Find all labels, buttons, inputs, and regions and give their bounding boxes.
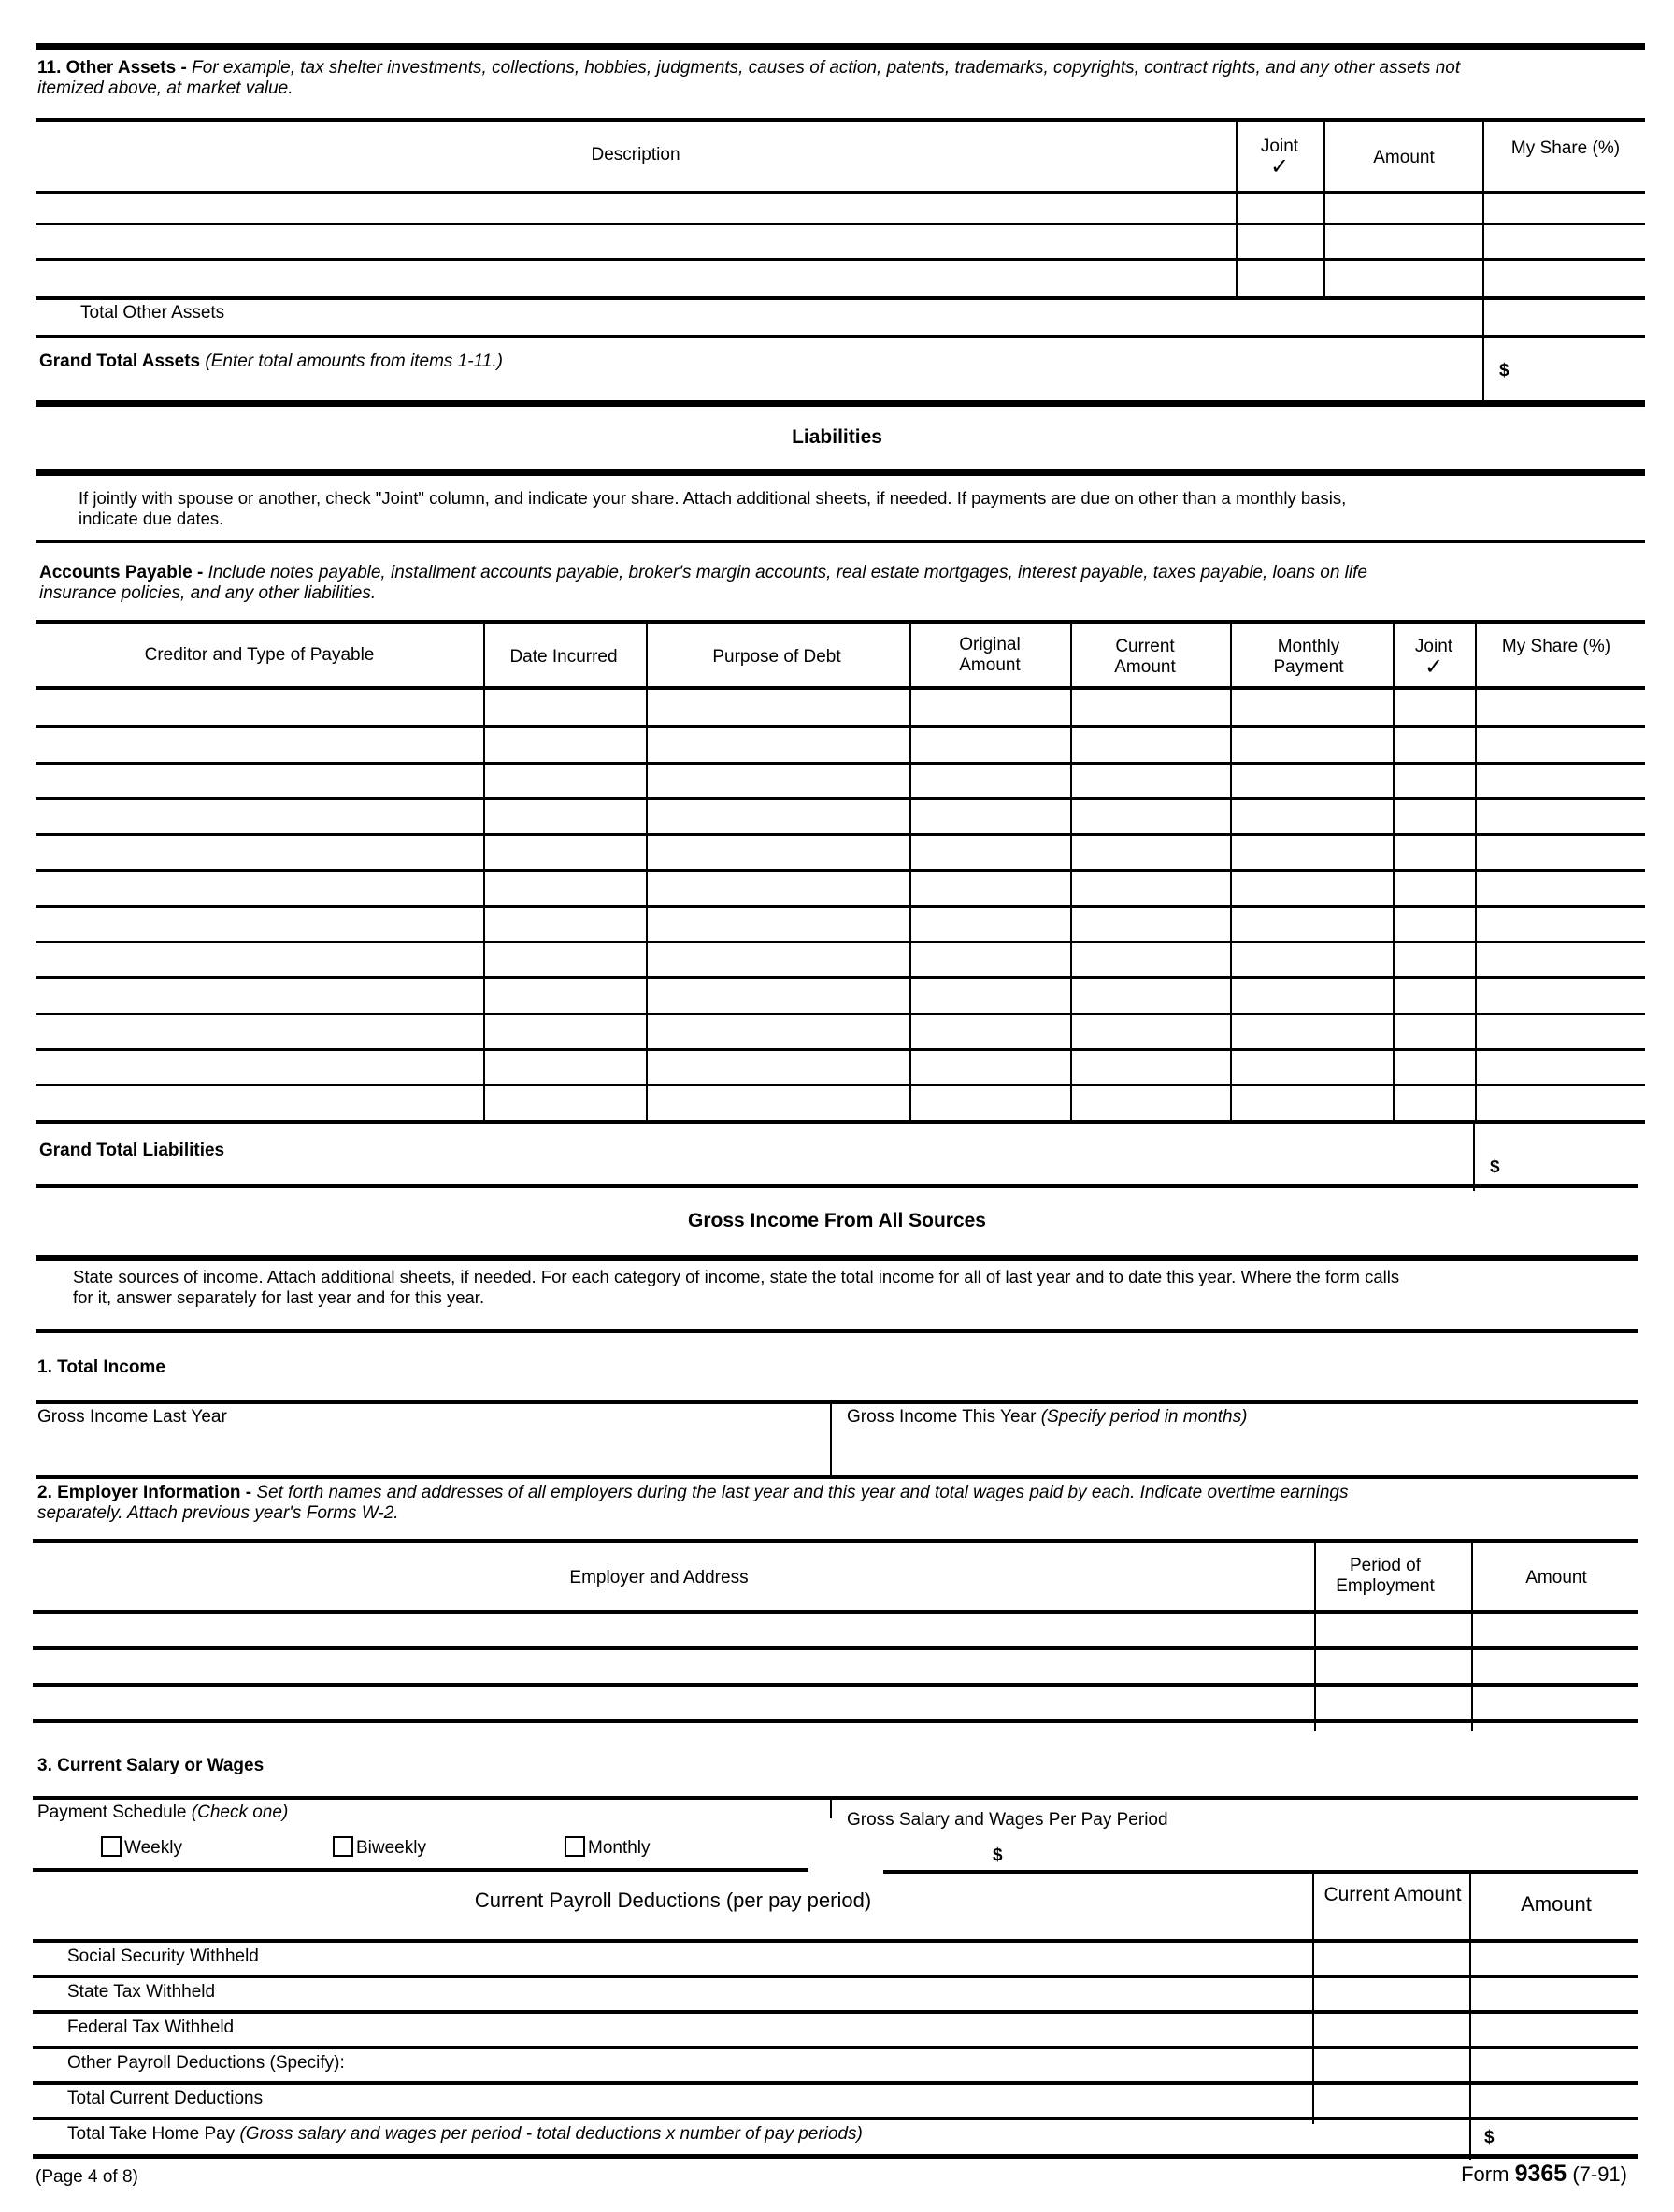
col-header-amount: Amount	[1521, 1892, 1592, 1916]
joint-label: Joint	[1414, 637, 1453, 656]
divider	[36, 400, 1645, 407]
col-header-employer-address: Employer and Address	[569, 1568, 749, 1587]
payment-schedule-note: (Check one)	[191, 1803, 289, 1822]
deduction-amount-field[interactable]	[1473, 2049, 1638, 2081]
liabilities-intro: If jointly with spouse or another, check "Joint" column, and indicate your share. Attach additional sheets, if needed. If payments are due on other than a monthly basis, indicate due dates.	[79, 488, 1347, 528]
employer-row[interactable]	[37, 1687, 1312, 1719]
divider	[36, 469, 1645, 476]
divider	[36, 1475, 1638, 1479]
col-header-period-employment: Period of Employment	[1336, 1556, 1435, 1596]
deductions-header: Current Payroll Deductions (per pay period)	[474, 1889, 872, 1912]
take-home-title: Total Take Home Pay	[67, 2124, 236, 2144]
liability-row[interactable]	[37, 725, 1638, 758]
deduction-current-field[interactable]	[1316, 2014, 1467, 2046]
divider	[1236, 120, 1238, 297]
liability-row[interactable]	[37, 941, 1638, 973]
option-weekly[interactable]	[101, 1836, 182, 1859]
divider	[36, 620, 1645, 624]
deduction-label: Federal Tax Withheld	[67, 2018, 235, 2037]
col-header-monthly-payment: Monthly Payment	[1273, 637, 1344, 677]
gross-salary-currency: $	[993, 1846, 1003, 1865]
col-header-my-share: My Share (%)	[1510, 138, 1621, 158]
divider	[1482, 120, 1484, 402]
current-salary-heading: 3. Current Salary or Wages	[37, 1756, 265, 1775]
accounts-payable-title: Accounts Payable -	[39, 563, 208, 582]
employer-row[interactable]	[37, 1614, 1312, 1646]
divider	[36, 1255, 1638, 1261]
col-header-creditor: Creditor and Type of Payable	[144, 645, 375, 665]
deduction-label: Total Current Deductions	[67, 2089, 264, 2108]
divider	[1230, 622, 1232, 1120]
biweekly-checkbox[interactable]	[333, 1836, 353, 1857]
gross-income-this-year-title: Gross Income This Year	[847, 1407, 1037, 1427]
deduction-amount-field[interactable]	[1473, 1943, 1638, 1975]
divider	[33, 2154, 1638, 2159]
col-header-amount: Amount	[1373, 148, 1435, 167]
liability-row[interactable]	[37, 1084, 1638, 1116]
gross-income-last-year-label: Gross Income Last Year	[37, 1407, 227, 1427]
col-header-joint	[1236, 136, 1323, 178]
other-asset-row[interactable]	[37, 225, 1234, 258]
form-id	[1461, 2163, 1627, 2185]
monthly-label: Monthly	[588, 1838, 651, 1858]
check-icon: ✓	[1269, 154, 1290, 180]
divider	[1312, 1872, 1314, 2124]
divider	[883, 1870, 1638, 1874]
payment-schedule-title: Payment Schedule	[37, 1803, 187, 1822]
divider	[1473, 1120, 1475, 1191]
gross-income-this-year-label	[847, 1407, 1247, 1428]
gross-income-last-year-field[interactable]	[37, 1430, 828, 1475]
liability-row[interactable]	[37, 1048, 1638, 1081]
gross-income-title: Gross Income From All Sources	[688, 1210, 986, 1231]
col-header-current-amount: Current Amount	[1114, 637, 1176, 677]
other-assets-heading-desc: For example, tax shelter investments, collections, hobbies, judgments, causes of action, patents, trademarks, copyrights, contract rights, and any other assets not itemized above, at market value.	[37, 58, 1461, 98]
divider	[483, 622, 485, 1120]
check-icon: ✓	[1424, 654, 1444, 680]
col-header-date-incurred: Date Incurred	[509, 647, 618, 667]
deduction-label: Other Payroll Deductions (Specify):	[67, 2053, 345, 2073]
total-income-heading: 1. Total Income	[37, 1357, 165, 1377]
divider	[1393, 622, 1395, 1120]
divider	[36, 296, 1645, 300]
monthly-checkbox[interactable]	[565, 1836, 585, 1857]
divider	[1314, 1541, 1316, 1731]
deduction-amount-field[interactable]	[1473, 2014, 1638, 2046]
employer-info-desc: Set forth names and addresses of all employers during the last year and this year and total wages paid by each. Indicate overtime earnings separately. Attach previous year's Forms W-2.	[37, 1483, 1349, 1523]
divider	[1475, 622, 1477, 1120]
col-header-my-share: My Share (%)	[1501, 637, 1611, 656]
divider	[36, 1120, 1645, 1124]
grand-total-assets-note: (Enter total amounts from items 1-11.)	[205, 352, 503, 371]
liability-row[interactable]	[37, 762, 1638, 795]
deduction-label: State Tax Withheld	[67, 1982, 216, 2002]
divider	[36, 118, 1645, 122]
accounts-payable-desc: Include notes payable, installment accounts payable, broker's margin accounts, real estate mortgages, interest payable, taxes payable, loans on life insurance policies, and any other liabilities.	[39, 563, 1367, 603]
joint-label: Joint	[1260, 136, 1299, 156]
divider	[33, 1868, 808, 1872]
total-other-assets-field[interactable]	[1486, 300, 1645, 336]
gross-income-this-year-field[interactable]	[834, 1430, 1638, 1475]
col-header-amount: Amount	[1525, 1568, 1587, 1587]
liability-row[interactable]	[37, 905, 1638, 938]
divider	[36, 335, 1645, 338]
page-number: (Page 4 of 8)	[36, 2167, 138, 2187]
divider	[646, 622, 648, 1120]
employer-info-title: 2. Employer Information -	[37, 1483, 257, 1502]
take-home-field[interactable]	[1501, 2124, 1638, 2156]
form-revision: (7-91)	[1572, 2162, 1627, 2186]
gross-salary-field[interactable]	[1009, 1834, 1638, 1866]
divider	[36, 1329, 1638, 1333]
gross-income-this-year-note: (Specify period in months)	[1040, 1407, 1248, 1427]
divider	[36, 1184, 1638, 1188]
divider	[1323, 120, 1325, 297]
other-assets-heading	[37, 58, 1495, 99]
divider	[1471, 1541, 1473, 1731]
employer-info-heading	[37, 1483, 1421, 1524]
deduction-current-field[interactable]	[1316, 2049, 1467, 2081]
grand-total-assets-label	[39, 352, 503, 372]
option-biweekly[interactable]	[333, 1836, 426, 1859]
grand-total-assets-title: Grand Total Assets	[39, 352, 201, 371]
employer-row[interactable]	[37, 1650, 1312, 1683]
liability-row[interactable]	[37, 690, 1638, 723]
liability-row[interactable]	[37, 797, 1638, 830]
divider	[33, 1539, 1638, 1543]
divider	[36, 1400, 1638, 1404]
divider	[36, 540, 1645, 543]
col-header-current-amount: Current Amount	[1323, 1884, 1462, 1905]
deduction-current-field[interactable]	[1316, 2085, 1467, 2117]
divider	[830, 1402, 832, 1477]
take-home-currency: $	[1484, 2128, 1495, 2147]
take-home-note: (Gross salary and wages per period - total deductions x number of pay periods)	[239, 2124, 863, 2144]
divider	[830, 1796, 832, 1818]
liability-row[interactable]	[37, 1013, 1638, 1045]
grand-total-assets-field[interactable]	[1514, 340, 1645, 396]
divider	[33, 1796, 1638, 1800]
liabilities-title: Liabilities	[792, 426, 882, 448]
biweekly-label: Biweekly	[356, 1838, 426, 1858]
divider	[909, 622, 911, 1120]
grand-total-assets-currency: $	[1499, 361, 1509, 381]
gross-income-intro: State sources of income. Attach additional sheets, if needed. For each category of income, state the total income for all of last year and to date this year. Where the form calls for it, answer separately for last year and for this year.	[73, 1267, 1400, 1307]
deduction-current-field[interactable]	[1316, 1978, 1467, 2010]
weekly-checkbox[interactable]	[101, 1836, 122, 1857]
divider	[33, 2117, 1638, 2120]
accounts-payable-heading	[39, 563, 1423, 604]
weekly-label: Weekly	[124, 1838, 182, 1858]
other-asset-row[interactable]	[37, 194, 1234, 223]
deduction-current-field[interactable]	[1316, 1943, 1467, 1975]
divider	[1070, 622, 1072, 1120]
liability-row[interactable]	[37, 869, 1638, 902]
col-header-joint	[1393, 637, 1475, 678]
other-assets-heading-title: 11. Other Assets -	[37, 58, 193, 78]
take-home-label	[67, 2124, 863, 2145]
total-other-assets-label: Total Other Assets	[80, 303, 225, 323]
col-header-purpose: Purpose of Debt	[712, 647, 841, 667]
deduction-label: Social Security Withheld	[67, 1946, 259, 1966]
deduction-amount-field[interactable]	[1473, 1978, 1638, 2010]
form-prefix: Form	[1461, 2162, 1509, 2186]
other-asset-row[interactable]	[37, 261, 1234, 296]
col-header-original-amount: Original Amount	[959, 635, 1021, 675]
payment-schedule-label	[37, 1803, 288, 1823]
grand-total-liabilities-field[interactable]	[1507, 1124, 1638, 1187]
liability-row[interactable]	[37, 833, 1638, 866]
deduction-amount-field[interactable]	[1473, 2085, 1638, 2117]
divider	[33, 1719, 1638, 1723]
top-rule	[36, 43, 1645, 50]
gross-salary-label: Gross Salary and Wages Per Pay Period	[847, 1810, 1168, 1830]
grand-total-liabilities-currency: $	[1490, 1157, 1500, 1177]
form-number: 9365	[1514, 2161, 1567, 2187]
liability-row[interactable]	[37, 976, 1638, 1009]
col-header-description: Description	[591, 145, 680, 165]
grand-total-liabilities-label: Grand Total Liabilities	[39, 1141, 225, 1160]
option-monthly[interactable]	[565, 1836, 651, 1859]
